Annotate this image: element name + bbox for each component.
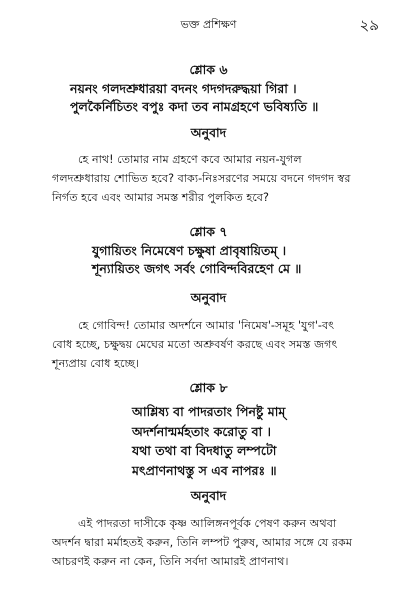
verse-line: যুগায়িতং নিমেষেণ চক্ষুষা প্রাবৃষায়িতম্ । (92, 243, 287, 258)
shloka-8-heading: শ্লোক ৮ (189, 380, 228, 395)
shloka-6-verse (70, 80, 397, 116)
shloka-6-translation-heading: অনুবাদ (190, 125, 227, 140)
verse-line: আশ্লিষ্য বা পাদরতাং পিনষ্টু মাম্ (132, 404, 286, 419)
shloka-7-translation-heading: অনুবাদ (190, 290, 227, 305)
shloka-7-heading: শ্লোক ৭ (189, 224, 228, 239)
verse-line: শূন্যায়িতং জগৎ সর্বং গোবিন্দবিরহেণ মে ॥ (92, 261, 302, 276)
shloka-8-verse (132, 402, 397, 480)
shloka-8-translation (52, 514, 389, 571)
translation-line: এই পাদরতা দাসীকে কৃষ্ণ আলিঙ্গনপূর্বক পেষণ করুন অথবা (78, 517, 337, 530)
page-header (0, 14, 417, 38)
verse-line: যথা তথা বা বিদধাতু লম্পটো (132, 443, 277, 458)
translation-line: হে নাথ! তোমার নাম গ্রহণে কবে আমার নয়ন-যুগল (78, 153, 302, 166)
verse-line: নয়নং গলদশ্রুধারয়া বদনং গদগদরুদ্ধয়া গিরা । (70, 81, 297, 96)
translation-line: শূন্যপ্রায় বোধ হচ্ছে। (52, 357, 140, 370)
shloka-8-translation-heading: অনুবাদ (190, 488, 227, 503)
shloka-7-translation (52, 316, 389, 373)
running-title: ভক্ত প্রশিক্ষণ (180, 18, 237, 31)
translation-line: নির্গত হবে এবং আমার সমস্ত শরীর পুলকিত হবে? (52, 191, 269, 204)
verse-line: অদর্শনান্মর্মহতাং করোতু বা । (132, 423, 271, 439)
verse-line: মৎপ্রাণনাথস্তু স এব নাপরঃ ॥ (132, 462, 277, 478)
shloka-6-translation (52, 150, 389, 207)
translation-line: হে গোবিন্দ! তোমার অদর্শনে আমার 'নিমেষ'-সমূহ 'যুগ'-বৎ (78, 319, 335, 332)
translation-line: অদর্শন দ্বারা মর্মাহতই করুন, তিনি লম্পট পুরুষ, আমার সঙ্গে যে রকম (52, 536, 353, 549)
verse-line: পুলকৈর্নিচিতং বপুঃ কদা তব নামগ্রহণে ভবিষ্যতি ॥ (70, 99, 319, 114)
shloka-6-heading: শ্লোক ৬ (189, 62, 228, 77)
translation-line: বোধ হচ্ছে, চক্ষুদ্বয় মেঘের মতো অশ্রুবর্ষণ করছে এবং সমস্ত জগৎ (52, 338, 338, 351)
page-number: ২৯ (359, 16, 379, 34)
translation-line: গলদশ্রুধারায় শোভিত হবে? বাক্য-নিঃসরণের সময়ে বদনে গদগদ স্বর (52, 172, 351, 185)
shloka-7-verse (92, 242, 397, 278)
translation-line: আচরণই করুন না কেন, তিনি সর্বদা আমারই প্রাণনাথ। (52, 555, 289, 568)
